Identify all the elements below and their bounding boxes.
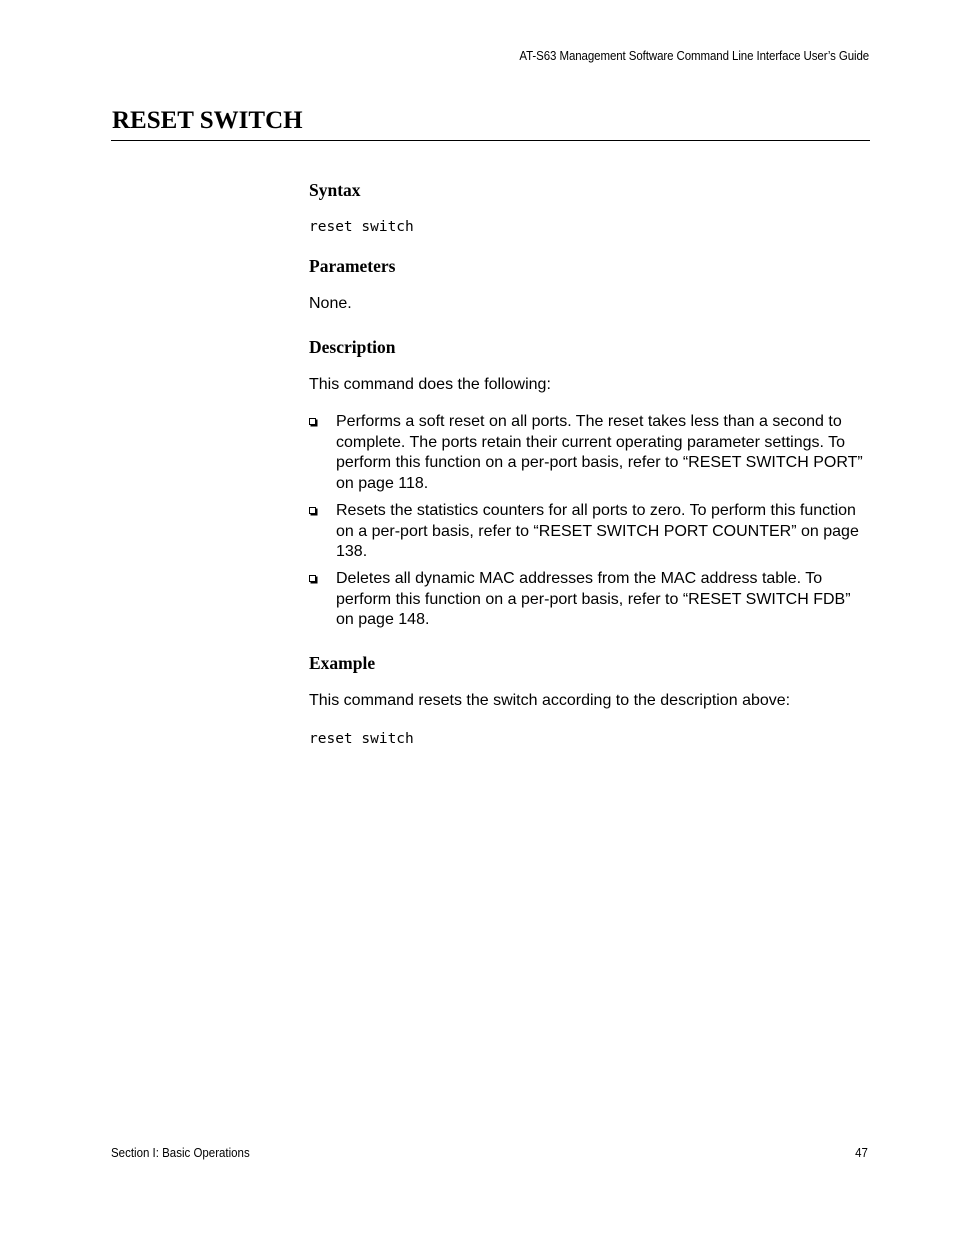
- page-title: RESET SWITCH: [112, 107, 303, 134]
- example-code: reset switch: [309, 731, 414, 747]
- parameters-text: None.: [309, 295, 352, 312]
- footer-page-number: 47: [855, 1146, 868, 1160]
- syntax-code: reset switch: [309, 219, 414, 235]
- example-heading: Example: [309, 653, 376, 673]
- bullet-text: Resets the statistics counters for all ports to zero. To perform this function on a per-port basis, refer to “RESET SWITCH PORT COUNTER” on page 138.: [336, 502, 859, 560]
- description-intro: This command does the following:: [309, 376, 551, 393]
- footer-section-label: Section I: Basic Operations: [111, 1146, 250, 1160]
- example-text: This command resets the switch according to the description above:: [309, 692, 791, 709]
- parameters-heading: Parameters: [309, 256, 396, 276]
- checkbox-bullet-icon: [309, 575, 316, 582]
- bullet-text: Performs a soft reset on all ports. The reset takes less than a second to complete. The ports retain their current operating parameter settings. To perform this function on a per-port basis, refer to “RESET SWITCH PORT” on page 118.: [336, 413, 863, 492]
- checkbox-bullet-icon: [309, 418, 316, 425]
- running-header: AT-S63 Management Software Command Line Interface User’s Guide: [519, 49, 869, 63]
- description-heading: Description: [309, 337, 396, 357]
- syntax-heading: Syntax: [309, 180, 361, 200]
- title-rule: [111, 140, 870, 141]
- bullet-text: Deletes all dynamic MAC addresses from the MAC address table. To perform this function on a per-port basis, refer to “RESET SWITCH FDB” on page 148.: [336, 570, 851, 628]
- checkbox-bullet-icon: [309, 507, 316, 514]
